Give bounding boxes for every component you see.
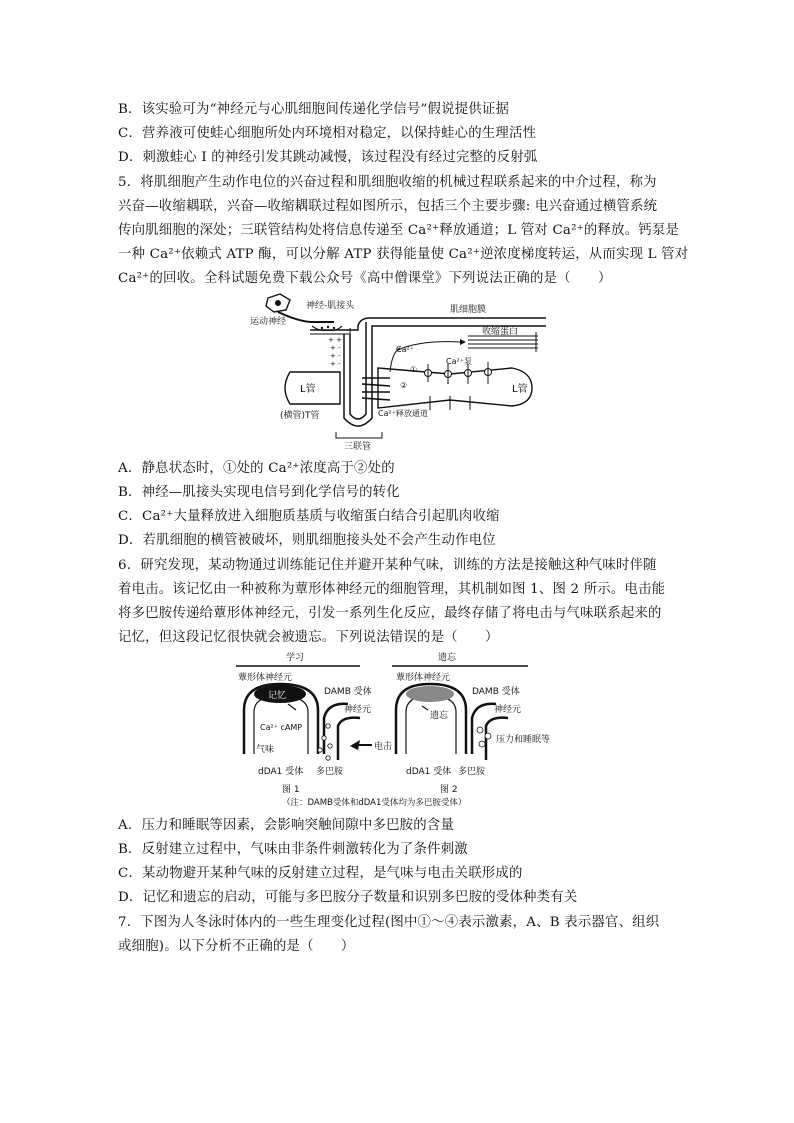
stress-label: 压力和睡眠等 — [496, 735, 551, 745]
neuron-2-label: 神经元 — [494, 705, 522, 715]
svg-text:+: + — [330, 344, 336, 352]
odor-label: 气味 — [256, 745, 275, 755]
q5-option-d: D．若肌细胞的横管被破坏，则肌细胞接头处不会产生动作电位 — [118, 533, 496, 548]
ca-label: Ca²⁺ — [396, 345, 414, 354]
svg-text:+ +: + + — [328, 336, 342, 344]
q5-stem-line-5: Ca²⁺的回收。全科试题免费下载公众号《高中僧课堂》下列说法正确的是（ ） — [118, 271, 612, 286]
forget-label: 遗忘 — [430, 711, 449, 721]
neuron-label: 神经元 — [344, 705, 372, 715]
fig1-label: 图 1 — [282, 785, 300, 795]
svg-text:-: - — [338, 344, 341, 352]
svg-text:-: - — [338, 352, 341, 360]
q6-stem-line-1: 6．研究发现，某动物通过训练能记住并避开某种气味，训练的方法是接触这种气味时伴随 — [118, 558, 657, 573]
q4-option-d: D．刺激蛙心 I 的神经引发其跳动减慢，该过程没有经过完整的反射弧 — [118, 150, 538, 165]
q6-option-c: C．某动物避开某种气味的反射建立过程，是气味与电击关联形成的 — [118, 866, 523, 881]
ca-pump-label: Ca²⁺泵 — [446, 357, 472, 366]
shock-label: 电击 — [374, 742, 393, 752]
q5-coupling-diagram — [250, 292, 550, 452]
q7-stem-line-2: 或细胞)。以下分析不正确的是（ ） — [118, 939, 355, 954]
l-tube-right-label: L管 — [512, 384, 528, 395]
svg-text:+: + — [330, 360, 336, 368]
q6-option-b: B．反射建立过程中，气味由非条件刺激转化为了条件刺激 — [118, 842, 468, 857]
dda1-label: dDA1 受体 — [258, 767, 304, 777]
q6-memory-diagram — [232, 650, 562, 810]
muscle-membrane-label: 肌细胞膜 — [450, 305, 487, 315]
mark-2: ② — [400, 381, 408, 390]
q5-stem-line-1: 5．将肌细胞产生动作电位的兴奋过程和肌细胞收缩的机械过程联系起来的中介过程，称为 — [118, 175, 657, 190]
q6-option-a: A．压力和睡眠等因素，会影响突触间隙中多巴胺的含量 — [118, 818, 455, 833]
q5-stem-line-2: 兴奋—收缩耦联，兴奋—收缩耦联过程如图所示，包括三个主要步骤: 电兴奋通过横管系统 — [118, 199, 658, 214]
dopamine-2-label: 多巴胺 — [458, 767, 486, 777]
contractile-protein-label: 收缩蛋白 — [482, 327, 519, 337]
q5-stem-line-4: 一种 Ca²⁺依赖式 ATP 酶，可以分解 ATP 获得能量使 Ca²⁺逆浓度梯度转运，从而实现 L 管对 — [118, 247, 689, 262]
figure-note: （注：DAMB受体和dDA1受体均为多巴胺受体） — [282, 798, 467, 808]
q6-option-d: D．记忆和遗忘的启动，可能与多巴胺分子数量和识别多巴胺的受体种类有关 — [118, 890, 578, 905]
q4-option-b: B．该实验可为“神经元与心肌细胞间传递化学信号”假说提供证据 — [118, 102, 510, 117]
q5-option-b: B．神经—肌接头实现电信号到化学信号的转化 — [118, 485, 400, 500]
mushroom-neuron-2-label: 蕈形体神经元 — [396, 673, 451, 683]
l-tube-left-label: L管 — [300, 384, 316, 395]
svg-text:+: + — [330, 352, 336, 360]
dopamine-label: 多巴胺 — [316, 767, 344, 777]
motor-nerve-label: 运动神经 — [250, 317, 287, 327]
mark-1: ① — [410, 365, 418, 374]
nmj-label: 神经-肌接头 — [306, 301, 355, 311]
q6-stem-line-2: 着电击。该记忆由一种被称为蕈形体神经元的细胞管理，其机制如图 1、图 2 所示。电击能 — [118, 582, 666, 597]
memory-label: 记忆 — [268, 691, 287, 701]
mushroom-neuron-label: 蕈形体神经元 — [238, 673, 293, 683]
damb-label: DAMB 受体 — [324, 687, 372, 697]
release-channel-label: Ca²⁺释放通道 — [378, 409, 428, 418]
ca-camp-label: Ca²⁺ cAMP — [260, 723, 303, 732]
fig2-label: 图 2 — [440, 785, 458, 795]
learn-title: 学习 — [286, 653, 305, 663]
svg-text:-: - — [338, 360, 341, 368]
q6-stem-line-3: 将多巴胺传递给蕈形体神经元，引发一系列生化反应，最终存储了将电击与气味联系起来的 — [118, 606, 662, 621]
q5-option-a: A．静息状态时，①处的 Ca²⁺浓度高于②处的 — [118, 461, 395, 476]
damb-2-label: DAMB 受体 — [472, 687, 520, 697]
triad-label: 三联管 — [344, 442, 372, 452]
forget-title: 遗忘 — [438, 653, 457, 663]
q5-stem-line-3: 传向肌细胞的深处；三联管结构处将信息传递至 Ca²⁺释放通道；L 管对 Ca²⁺的释放。钙泵是 — [118, 223, 680, 238]
q4-option-c: C．营养液可使蛙心细胞所处内环境相对稳定，以保持蛙心的生理活性 — [118, 126, 537, 141]
q6-stem-line-4: 记忆，但这段记忆很快就会被遗忘。下列说法错误的是（ ） — [118, 630, 499, 645]
t-tube-label: (横管)T管 — [280, 411, 320, 421]
q5-option-c: C．Ca²⁺大量释放进入细胞质基质与收缩蛋白结合引起肌肉收缩 — [118, 509, 500, 524]
q7-stem-line-1: 7．下图为人冬泳时体内的一些生理变化过程(图中①～④表示激素，A、B 表示器官、组织 — [118, 915, 660, 930]
dda1-2-label: dDA1 受体 — [406, 767, 452, 777]
